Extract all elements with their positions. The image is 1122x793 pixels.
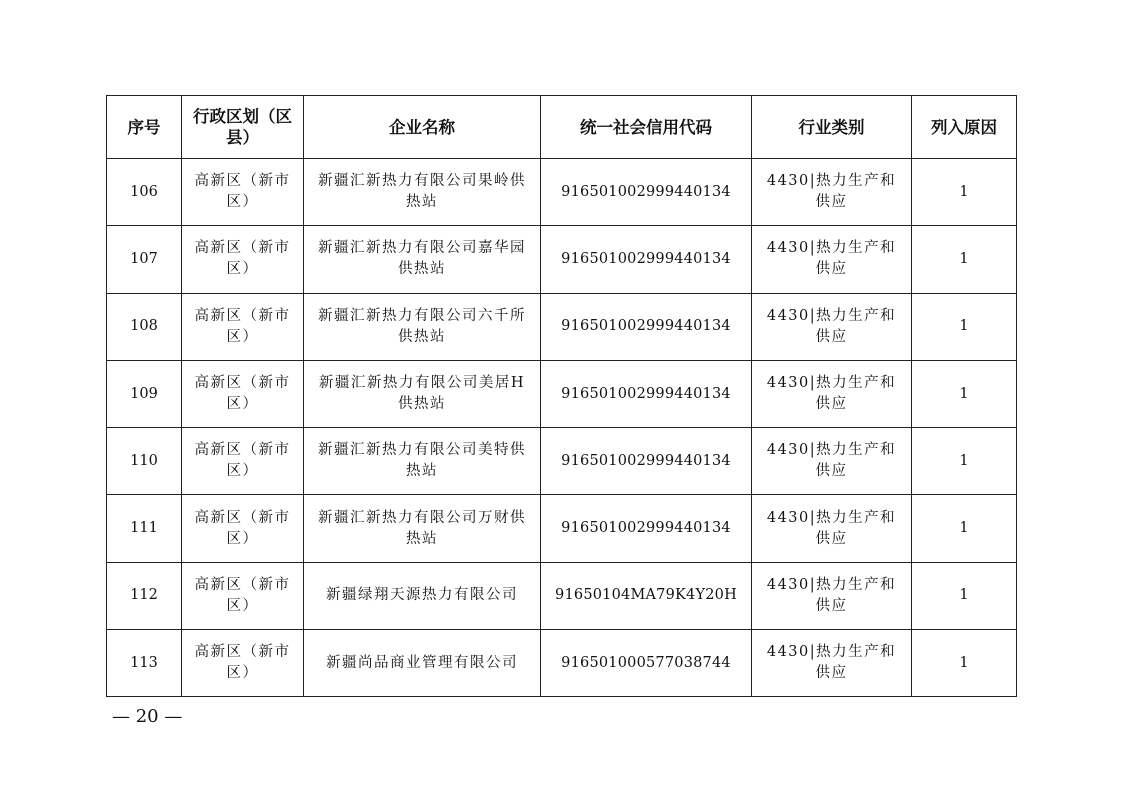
table-row <box>107 159 1017 226</box>
cell-credit-code: 916501000577038744 <box>541 630 752 697</box>
cell-credit-code: 916501002999440134 <box>541 495 752 562</box>
cell-reason: 1 <box>912 562 1017 629</box>
cell-credit-code: 91650104MA79K4Y20H <box>541 562 752 629</box>
header-seq: 序号 <box>107 96 182 159</box>
cell-enterprise-name: 新疆汇新热力有限公司美居H供热站 <box>304 360 541 427</box>
cell-credit-code: 916501002999440134 <box>541 293 752 360</box>
table-row <box>107 360 1017 427</box>
table-row <box>107 562 1017 629</box>
cell-enterprise-name: 新疆汇新热力有限公司果岭供热站 <box>304 159 541 226</box>
enterprise-table <box>106 95 1017 697</box>
cell-industry: 4430|热力生产和供应 <box>752 226 912 293</box>
cell-enterprise-name: 新疆汇新热力有限公司万财供热站 <box>304 495 541 562</box>
table-row <box>107 428 1017 495</box>
header-enterprise-name: 企业名称 <box>304 96 541 159</box>
cell-district: 高新区（新市区） <box>182 159 304 226</box>
header-industry: 行业类别 <box>752 96 912 159</box>
cell-enterprise-name: 新疆汇新热力有限公司嘉华园供热站 <box>304 226 541 293</box>
table-row <box>107 226 1017 293</box>
cell-industry: 4430|热力生产和供应 <box>752 360 912 427</box>
cell-seq: 106 <box>107 159 182 226</box>
cell-credit-code: 916501002999440134 <box>541 159 752 226</box>
cell-reason: 1 <box>912 159 1017 226</box>
page-number: — 20 — <box>112 706 183 727</box>
cell-seq: 110 <box>107 428 182 495</box>
cell-industry: 4430|热力生产和供应 <box>752 428 912 495</box>
header-credit-code: 统一社会信用代码 <box>541 96 752 159</box>
header-district: 行政区划（区县） <box>182 96 304 159</box>
cell-reason: 1 <box>912 293 1017 360</box>
cell-enterprise-name: 新疆汇新热力有限公司美特供热站 <box>304 428 541 495</box>
cell-seq: 109 <box>107 360 182 427</box>
cell-credit-code: 916501002999440134 <box>541 428 752 495</box>
cell-reason: 1 <box>912 495 1017 562</box>
cell-district: 高新区（新市区） <box>182 428 304 495</box>
header-reason: 列入原因 <box>912 96 1017 159</box>
cell-credit-code: 916501002999440134 <box>541 226 752 293</box>
cell-seq: 111 <box>107 495 182 562</box>
cell-district: 高新区（新市区） <box>182 562 304 629</box>
cell-reason: 1 <box>912 226 1017 293</box>
cell-industry: 4430|热力生产和供应 <box>752 630 912 697</box>
cell-credit-code: 916501002999440134 <box>541 360 752 427</box>
table-header <box>107 96 1017 159</box>
table-body <box>107 159 1017 697</box>
cell-reason: 1 <box>912 360 1017 427</box>
cell-seq: 108 <box>107 293 182 360</box>
cell-enterprise-name: 新疆汇新热力有限公司六千所供热站 <box>304 293 541 360</box>
cell-district: 高新区（新市区） <box>182 495 304 562</box>
cell-district: 高新区（新市区） <box>182 293 304 360</box>
table-row <box>107 630 1017 697</box>
cell-seq: 112 <box>107 562 182 629</box>
table-row <box>107 495 1017 562</box>
cell-reason: 1 <box>912 428 1017 495</box>
cell-industry: 4430|热力生产和供应 <box>752 562 912 629</box>
table-row <box>107 293 1017 360</box>
cell-district: 高新区（新市区） <box>182 630 304 697</box>
cell-seq: 107 <box>107 226 182 293</box>
cell-district: 高新区（新市区） <box>182 226 304 293</box>
cell-district: 高新区（新市区） <box>182 360 304 427</box>
cell-seq: 113 <box>107 630 182 697</box>
cell-industry: 4430|热力生产和供应 <box>752 159 912 226</box>
cell-industry: 4430|热力生产和供应 <box>752 293 912 360</box>
cell-industry: 4430|热力生产和供应 <box>752 495 912 562</box>
header-row <box>107 96 1017 159</box>
cell-enterprise-name: 新疆绿翔天源热力有限公司 <box>304 562 541 629</box>
cell-reason: 1 <box>912 630 1017 697</box>
cell-enterprise-name: 新疆尚品商业管理有限公司 <box>304 630 541 697</box>
